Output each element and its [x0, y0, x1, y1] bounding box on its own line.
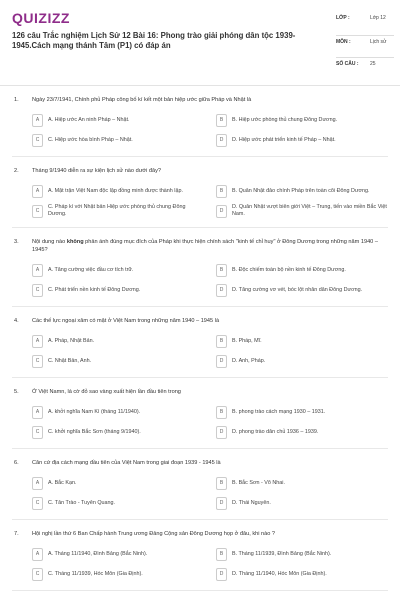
question-list: [0, 86, 400, 591]
answer-option-a[interactable]: [32, 546, 204, 562]
answer-option-c[interactable]: [32, 353, 204, 369]
question-number: 6.: [14, 460, 19, 466]
option-letter-box: B: [216, 548, 227, 561]
option-text: C. Hiệp ước hòa bình Pháp – Nhật.: [48, 136, 133, 143]
option-text: C. Tân Trào - Tuyên Quang.: [48, 499, 116, 506]
option-letter-box: D: [216, 568, 227, 581]
question-item: [12, 378, 388, 449]
option-text: C. Tháng 11/1939, Hóc Môn (Gia Định).: [48, 570, 143, 577]
question-item: [12, 449, 388, 520]
option-letter-box: C: [32, 355, 43, 368]
option-letter-box: A: [32, 185, 43, 198]
meta-value-count: 25: [370, 61, 376, 67]
answer-option-b[interactable]: [216, 183, 388, 199]
answer-option-c[interactable]: [32, 566, 204, 582]
option-letter-box: D: [216, 284, 227, 297]
meta-row-count: [336, 58, 394, 74]
option-letter-box: B: [216, 406, 227, 419]
question-number: 3.: [14, 239, 19, 245]
meta-value-subject: Lịch sử: [370, 39, 387, 45]
option-letter-box: C: [32, 568, 43, 581]
quizizz-logo: QUIZIZZ: [12, 10, 70, 26]
meta-key-subject: MÔN :: [336, 39, 351, 45]
answer-option-d[interactable]: [216, 495, 388, 511]
option-letter-box: A: [32, 114, 43, 127]
answer-option-a[interactable]: [32, 183, 204, 199]
option-letter-box: C: [32, 205, 43, 218]
answer-option-b[interactable]: [216, 112, 388, 128]
option-letter-box: A: [32, 406, 43, 419]
option-letter-box: B: [216, 114, 227, 127]
answer-option-c[interactable]: [32, 282, 204, 298]
option-text: A. Mặt trận Việt Nam độc lập đồng minh được thành lập.: [48, 187, 183, 194]
question-item: [12, 228, 388, 307]
meta-row-subject: [336, 36, 394, 58]
option-text: D. Quân Nhật vượt biên giới Việt – Trung, tiến vào miền Bắc Việt Nam.: [232, 204, 387, 217]
option-letter-box: C: [32, 426, 43, 439]
meta-key-count: SỐ CÂU :: [336, 61, 359, 67]
option-text: D. Anh, Pháp.: [232, 357, 266, 364]
question-text: Ngày 23/7/1941, Chính phủ Pháp công bố kí kết một bản hiệp ước giữa Pháp và Nhật là: [32, 97, 252, 103]
option-letter-box: B: [216, 335, 227, 348]
option-letter-box: A: [32, 548, 43, 561]
answer-option-a[interactable]: [32, 475, 204, 491]
option-text: B. Quân Nhật đảo chính Pháp trên toàn cõi Đông Dương.: [232, 187, 370, 194]
meta-row-grade: [336, 12, 394, 36]
question-item: [12, 307, 388, 378]
answer-option-b[interactable]: [216, 262, 388, 278]
answer-option-d[interactable]: [216, 566, 388, 582]
answer-option-d[interactable]: [216, 203, 388, 219]
answer-option-a[interactable]: [32, 112, 204, 128]
option-letter-box: B: [216, 477, 227, 490]
option-letter-box: B: [216, 264, 227, 277]
option-text: B. Pháp, Mĩ.: [232, 337, 262, 344]
question-number: 5.: [14, 389, 19, 395]
option-text: B. Hiệp ước phòng thủ chung Đông Dương.: [232, 116, 338, 123]
option-text: A. Bắc Kạn.: [48, 479, 77, 486]
option-text: A. Hiệp ước An ninh Pháp – Nhật.: [48, 116, 130, 123]
option-letter-box: A: [32, 264, 43, 277]
answer-option-d[interactable]: [216, 353, 388, 369]
option-text: C. Phát triển nền kinh tế Đông Dương.: [48, 286, 141, 293]
option-text: C. Pháp kí với Nhật bản Hiệp ước phòng thủ chung Đông Dương.: [48, 204, 186, 217]
question-item: [12, 520, 388, 591]
question-item: [12, 86, 388, 157]
answer-option-c[interactable]: [32, 132, 204, 148]
answer-option-d[interactable]: [216, 132, 388, 148]
option-text: D. Thái Nguyên.: [232, 499, 271, 506]
answer-option-a[interactable]: [32, 262, 204, 278]
option-text: B. Bắc Sơn - Võ Nhai.: [232, 479, 285, 486]
option-letter-box: A: [32, 477, 43, 490]
option-text: A. Tăng cường việc đầu cơ tích trữ.: [48, 266, 134, 273]
question-text-part: Nội dung nào: [32, 239, 67, 245]
question-number: 2.: [14, 168, 19, 174]
answer-option-b[interactable]: [216, 333, 388, 349]
option-letter-box: B: [216, 185, 227, 198]
question-text: [32, 238, 388, 254]
worksheet-meta: [336, 12, 394, 74]
answer-option-a[interactable]: [32, 333, 204, 349]
option-text: C. khởi nghĩa Bắc Sơn (tháng 9/1940).: [48, 428, 141, 435]
question-item: [12, 157, 388, 228]
question-text: Ở Việt Namn, lá cờ đỏ sao vàng xuất hiện lần đầu tiên trong: [32, 389, 181, 395]
option-letter-box: C: [32, 284, 43, 297]
option-text: A. Pháp, Nhật Bản.: [48, 337, 95, 344]
answer-option-b[interactable]: [216, 475, 388, 491]
question-text: Hội nghị lần thứ 6 Ban Chấp hành Trung ương Đảng Cộng sản Đông Dương họp ở đâu, khi nào ?: [32, 531, 276, 537]
option-letter-box: D: [216, 134, 227, 147]
worksheet-title: 126 câu Trắc nghiệm Lịch Sử 12 Bài 16: Phong trào giải phóng dân tộc 1939-1945.Cách mạng thánh Tâm (P1) có đáp án: [12, 31, 296, 50]
answer-option-c[interactable]: [32, 203, 204, 219]
option-text: D. Tăng cường vơ vét, bóc lột nhân dân Đông Dương.: [232, 286, 363, 293]
question-text-part: phản ánh đúng mục đích của Pháp khi thực hiện chính sách "kinh tế chỉ huy" ở Đông Dương trong những năm 1940 – 1945?: [32, 239, 378, 253]
question-text: Các thế lực ngoại xâm có mặt ở Việt Nam trong những năm 1940 – 1945 là: [32, 318, 220, 324]
option-text: D. phong trào dân chủ 1936 – 1939.: [232, 428, 319, 435]
meta-key-grade: LỚP :: [336, 15, 350, 21]
option-text: A. khởi nghĩa Nam Kì (tháng 11/1940).: [48, 408, 141, 415]
option-letter-box: C: [32, 497, 43, 510]
question-text: Tháng 9/1940 diễn ra sự kiện lịch sử nào dưới đây?: [32, 168, 162, 174]
question-text: Căn cứ địa cách mạng đầu tiên của Việt Nam trong giai đoạn 1939 - 1945 là: [32, 460, 221, 466]
meta-value-grade: Lớp 12: [370, 15, 386, 21]
option-letter-box: D: [216, 426, 227, 439]
question-number: 7.: [14, 531, 19, 537]
option-text: B. Độc chiếm toàn bộ nền kinh tế Đông Dương.: [232, 266, 346, 273]
option-text: D. Hiệp ước phát triển kinh tế Pháp – Nhật.: [232, 136, 336, 143]
question-number: 1.: [14, 97, 19, 103]
question-text-emphasis: không: [66, 239, 84, 245]
question-number: 4.: [14, 318, 19, 324]
option-text: D. Tháng 11/1940, Hóc Môn (Gia Định).: [232, 570, 327, 577]
answer-option-a[interactable]: [32, 404, 204, 420]
option-letter-box: C: [32, 134, 43, 147]
answer-option-c[interactable]: [32, 495, 204, 511]
answer-option-b[interactable]: [216, 546, 388, 562]
option-text: B. Tháng 11/1939, Đình Bảng (Bắc Ninh).: [232, 550, 332, 557]
worksheet-header: [0, 0, 400, 86]
answer-option-b[interactable]: [216, 404, 388, 420]
option-letter-box: A: [32, 335, 43, 348]
option-text: C. Nhật Bản, Anh.: [48, 357, 92, 364]
answer-option-d[interactable]: [216, 282, 388, 298]
option-letter-box: D: [216, 205, 227, 218]
option-text: A. Tháng 11/1940, Đình Bảng (Bắc Ninh).: [48, 550, 148, 557]
option-letter-box: D: [216, 355, 227, 368]
option-letter-box: D: [216, 497, 227, 510]
option-text: B. phong trào cách mạng 1930 – 1931.: [232, 408, 326, 415]
answer-option-d[interactable]: [216, 424, 388, 440]
answer-option-c[interactable]: [32, 424, 204, 440]
